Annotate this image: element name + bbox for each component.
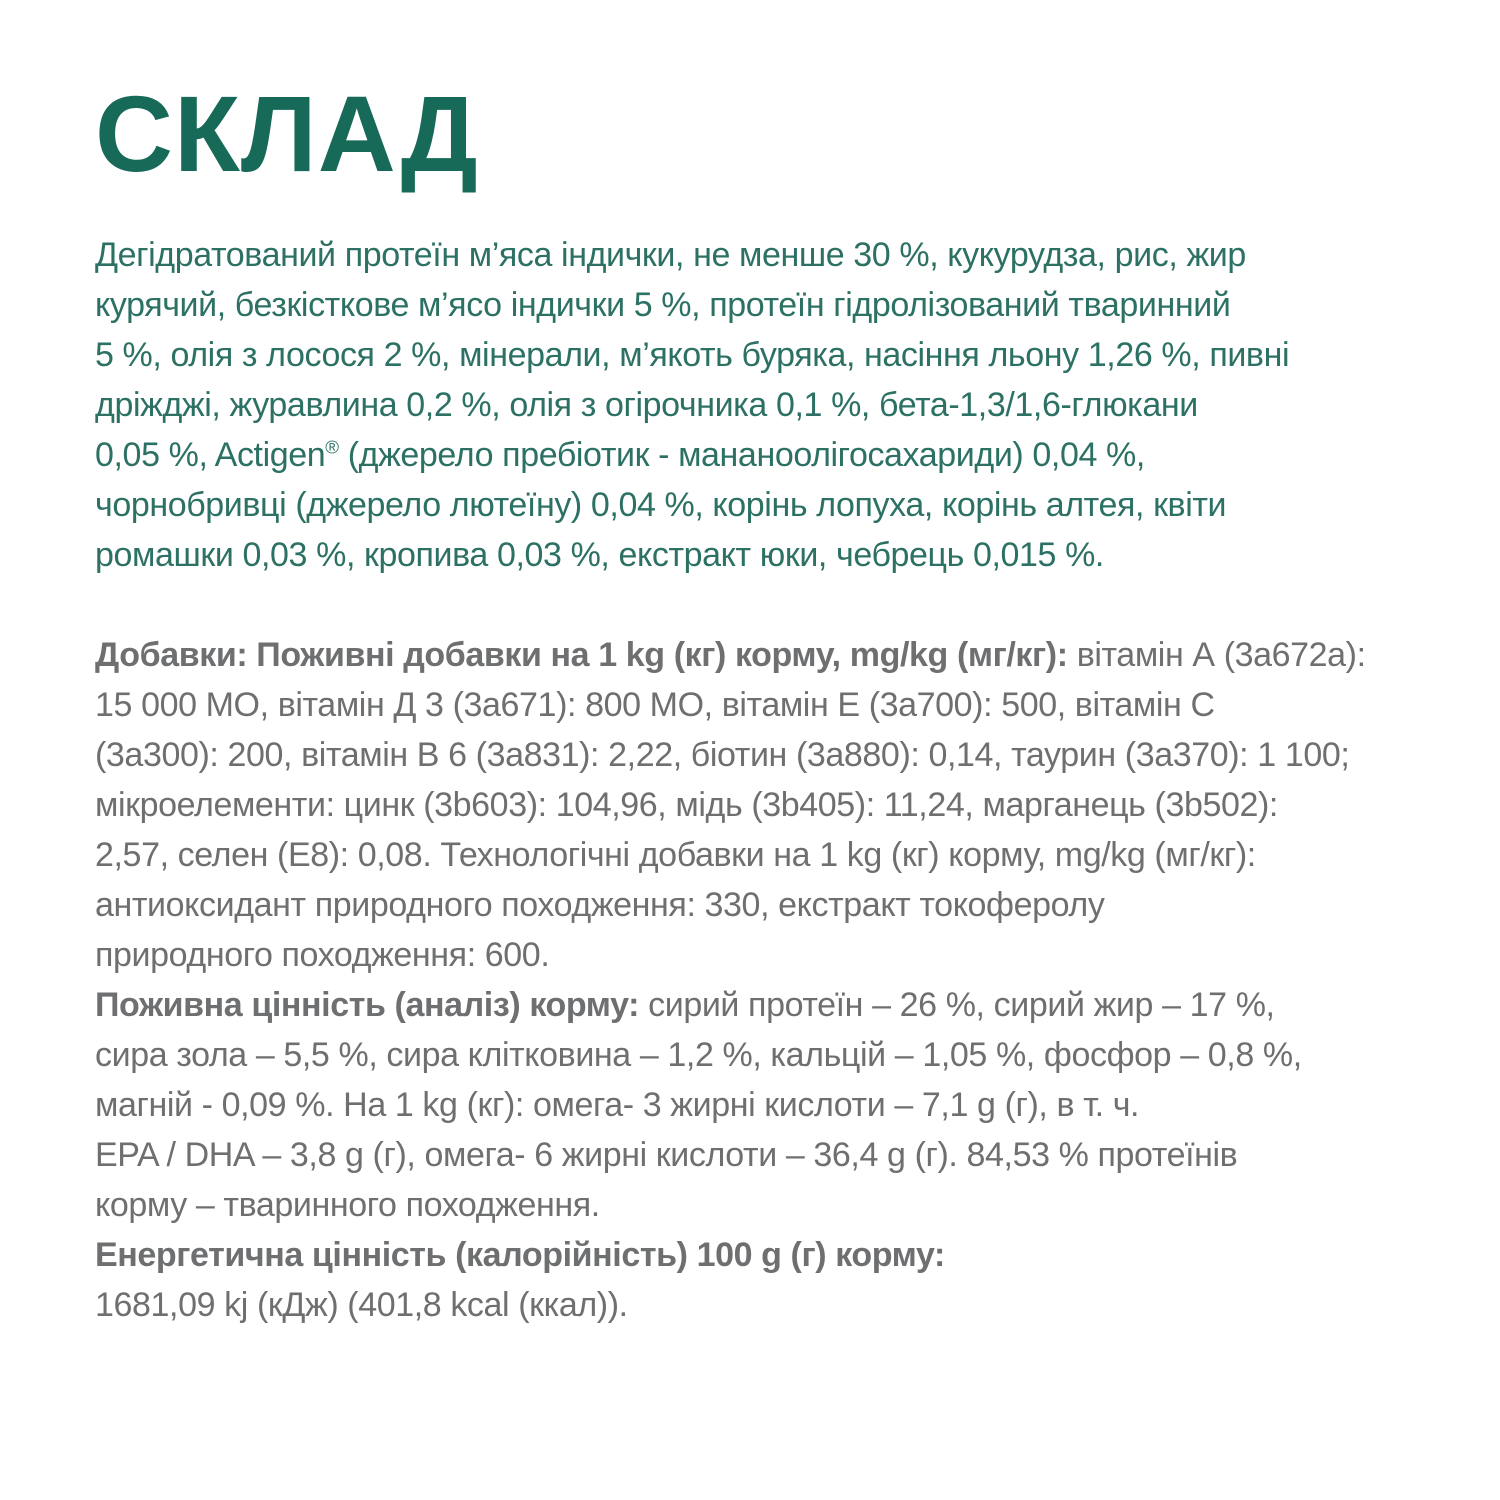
page-title: СКЛАД <box>95 73 479 194</box>
text-line: EPA / DHA – 3,8 g (г), омега- 6 жирні кислоти – 36,4 g (г). 84,53 % протеїнів <box>95 1136 1238 1174</box>
text-line: чорнобривці (джерело лютеїну) 0,04 %, корінь лопуха, корінь алтея, квіти <box>95 486 1227 524</box>
text-line: корму – тваринного походження. <box>95 1186 600 1224</box>
actigen-line-pre: 0,05 %, Actigen <box>95 436 326 474</box>
text-line: магній - 0,09 %. На 1 kg (кг): омега- 3 жирні кислоти – 7,1 g (г), в т. ч. <box>95 1086 1140 1124</box>
additives-lead-bold: Добавки: Поживні добавки на 1 kg (кг) корму, mg/kg (мг/кг): <box>95 636 1068 674</box>
text-line: 2,57, селен (E8): 0,08. Технологічні добавки на 1 kg (кг) корму, mg/kg (мг/кг): <box>95 836 1256 874</box>
additives-lines <box>95 680 1460 980</box>
additives-lead-line <box>95 630 1460 680</box>
nutrition-lead-line <box>95 980 1460 1030</box>
registered-trademark-icon: ® <box>325 436 339 458</box>
nutrition-paragraph <box>95 980 1460 1230</box>
nutrition-lead-rest: сирий протеїн – 26 %, сирий жир – 17 %, <box>639 986 1275 1024</box>
energy-value-line: 1681,09 kj (кДж) (401,8 kcal (ккал)). <box>95 1286 628 1324</box>
text-line: 15 000 МО, вітамін Д 3 (3a671): 800 МО, вітамін Е (3a700): 500, вітамін С <box>95 686 1215 724</box>
composition-actigen-line <box>95 430 1460 480</box>
text-line: дріжджі, журавлина 0,2 %, олія з огірочника 0,1 %, бета-1,3/1,6-глюкани <box>95 386 1198 424</box>
text-line: Дегідратований протеїн м’яса індички, не менше 30 %, кукурудза, рис, жир <box>95 236 1246 274</box>
nutrition-lines <box>95 1030 1460 1230</box>
nutrition-lead-bold: Поживна цінність (аналіз) корму: <box>95 986 640 1024</box>
text-line: курячий, безкісткове м’ясо індички 5 %, протеїн гідролізований тваринний <box>95 286 1231 324</box>
energy-paragraph <box>95 1230 1460 1330</box>
actigen-line-post: (джерело пребіотик - мананоолігосахариди) 0,04 %, <box>338 436 1145 474</box>
composition-lines-top <box>95 230 1460 430</box>
text-line: ромашки 0,03 %, кропива 0,03 %, екстракт юки, чебрець 0,015 %. <box>95 536 1104 574</box>
additives-lead-rest: вітамін А (3a672a): <box>1067 636 1366 674</box>
additives-paragraph <box>95 630 1460 980</box>
text-line: (3a300): 200, вітамін В 6 (3a831): 2,22, біотин (3a880): 0,14, таурин (3a370): 1 100; <box>95 736 1350 774</box>
text-line: мікроелементи: цинк (3b603): 104,96, мідь (3b405): 11,24, марганець (3b502): <box>95 786 1278 824</box>
energy-lead-bold: Енергетична цінність (калорійність) 100 g (г) корму: <box>95 1236 945 1274</box>
text-line: антиоксидант природного походження: 330, екстракт токоферолу <box>95 886 1105 924</box>
composition-lines-bottom <box>95 480 1460 580</box>
composition-paragraph <box>95 230 1460 580</box>
text-line: 5 %, олія з лосося 2 %, мінерали, м’якоть буряка, насіння льону 1,26 %, пивні <box>95 336 1290 374</box>
text-line: сира зола – 5,5 %, сира клітковина – 1,2 %, кальцій – 1,05 %, фосфор – 0,8 %, <box>95 1036 1302 1074</box>
text-line: природного походження: 600. <box>95 936 550 974</box>
